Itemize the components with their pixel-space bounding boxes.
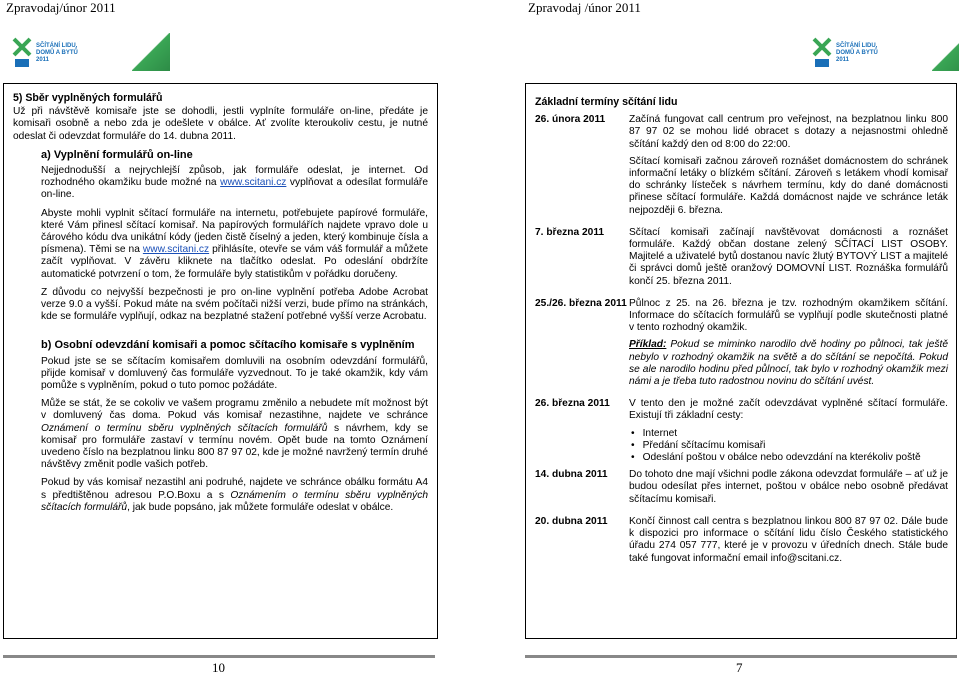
intro-paragraph: Už při návštěvě komisaře jste se dohodli, jestli vyplníte formuláře on-line, předáte je komisaři osobně a nebo zda je odešlete v obálce. Ať zvolíte kteroukoliv cestu, je nutné odeslat či odevzdat formuláře do 14. dubna 2011. (13, 106, 428, 142)
census-logo-icon (810, 35, 834, 69)
page-number-left: 10 (212, 660, 225, 673)
logo-green-triangle (132, 33, 170, 71)
terms-title: Základní termíny sčítání lidu (535, 96, 678, 108)
census-logo-icon (10, 35, 34, 69)
logo-green-triangle (932, 33, 959, 71)
list-item: • Předání sčítacímu komisaři (643, 440, 948, 452)
scitani-link[interactable]: www.scitani.cz (142, 244, 210, 256)
subheading-a: a) Vyplnění formulářů on-line (41, 148, 193, 161)
term-row: 26. března 2011 V tento den je možné začít odevzdávat vyplněné sčítací formuláře. Existují tři základní cesty: • Internet • Předání sčítacímu komisaři • Odeslání poštou v obálce nebo odevzdání na kterékoliv poště (535, 398, 948, 464)
paragraph-a2: Abyste mohli vyplnit sčítací formuláře na internetu, potřebujete papírové formuláře, které Vám přinesl sčítací komisař. Na papírových formulářích najdete vpravo dole u čárového kódu dva unikátní kódy (jeden čistě číselný a jeden, který kombinuje čísla a písmena). Těmi se na www.scitani.cz přihlásíte, otevře se vám váš formulář a můžete začít vyplňovat. V závěru kliknete na tlačítko odeslat. Po odeslání obdržíte automatické potvrzení o tom, že formuláře byly statistikům v pořádku doručeny. (41, 207, 428, 280)
paragraph-b3: Pokud by vás komisař nezastihl ani podruhé, najdete ve schránce obálku formátu A4 s předtištěnou adresou P.O.Boxu a s Oznámením o termínu sběru vyplněných sčítacích formulářů, jak bude popsáno, jak můžete formuláře odeslat v obálce. (41, 477, 428, 513)
paragraph-b1: Pokud jste se se sčítacím komisařem domluvili na osobním odevzdání formulářů, přijde komisař v domluvený čas formuláře vyzvednout. To je také okamžik, kdy vám pomůže s vyplněním, pokud o tuto pomoc požádáte. (41, 355, 428, 392)
paragraph-a1: Nejjednodušší a nejrychlejší způsob, jak formuláře odeslat, je internet. Od rozhodného okamžiku bude možné na www.scitani.cz vyplňovat a odesílat formuláře on-line. (41, 165, 428, 201)
example-box: Příklad: Pokud se miminko narodilo dvě hodiny po půlnoci, tak ještě nebylo v rozhodný okamžik na světě a do sčítání se nepočítá. Pokud se ale narodilo hodinu před půlnocí, tak bylo v rozhodný okamžik mezi námi a je třeba tuto radostnou novinu do sčítání uvést. (629, 339, 948, 388)
header-right: Zpravodaj /únor 2011 (528, 0, 641, 15)
subheading-b: b) Osobní odevzdání komisaři a pomoc sčítacího komisaře s vyplněním (41, 339, 415, 352)
list-item: • Internet (643, 428, 948, 440)
left-page (3, 83, 438, 639)
footer-rule-right (525, 655, 957, 658)
term-row: 25./26. března 2011 Půlnoc z 25. na 26. března je tzv. rozhodným okamžikem sčítání. Informace do sčítacích formulářů se vyplňují podle skutečnosti platné v tento rozhodný okamžik. Příklad: Pokud se miminko narodilo dvě hodiny po půlnoci, tak ještě nebylo v rozhodný okamžik na světě a do sčítání se nepočítá. Pokud se ale narodilo hodinu před půlnocí, tak bylo v rozhodný okamžik mezi námi a je třeba tuto radostnou novinu do sčítání uvést. (535, 297, 948, 388)
term-row: 7. března 2011 Sčítací komisaři začínají navštěvovat domácnosti a roznášet formuláře. Každý občan dostane zelený SČÍTACÍ LIST OSOBY. Majitelé a uživatelé bytů dostanou navíc žlutý BYTOVÝ LIST a majitelé či správci domů ještě oranžový DOMOVNÍ LIST. Roznáška formulářů končí 25. března 2011. (535, 226, 948, 287)
census-logo-left: SČÍTÁNÍ LIDU, DOMŮ A BYTŮ 2011 (10, 33, 170, 73)
paragraph-b2: Může se stát, že se cokoliv ve vašem programu změnilo a nebudete mít možnost být v domluvený čas doma. Pokud vás komisař nezastihne, najdete ve schránce Oznámení o termínu sběru vyplněných sčítacích formulářů s návrhem, kdy se komisař pro formuláře zastaví v termínu novém. Opět bude na tomto Oznámení uvedeno číslo na bezplatnou linku 800 87 97 02, kde je možné navržený termín druhé návštěvy změnit podle vašich potřeb. (41, 398, 428, 471)
census-logo-right: SČÍTÁNÍ LIDU, DOMŮ A BYTŮ 2011 (810, 33, 959, 73)
right-page (525, 83, 957, 639)
list-item: • Odeslání poštou v obálce nebo odevzdání na kterékoliv poště (643, 452, 948, 464)
submission-methods-list (629, 428, 948, 465)
section-heading: 5) Sběr vyplněných formulářů (13, 92, 163, 104)
scitani-link[interactable]: www.scitani.cz (220, 177, 287, 189)
paragraph-a3: Z důvodu co nejvyšší bezpečnosti je pro on-line vyplnění potřeba Adobe Acrobat verze 9.0 a vyšší. Pokud máte na svém počítači nižší verzi, bude přímo na stránkách, kde se formuláře vyplňují, odkaz na bezplatné stažení potřebné vyšší verze Acrobatu. (41, 286, 428, 323)
footer-rule-left (3, 655, 435, 658)
term-row: 14. dubna 2011 Do tohoto dne mají všichni podle zákona odevzdat formuláře – ať už je budou odesílat přes internet, poštou v obálce nebo osobně předávat sčítacímu komisaři. (535, 469, 948, 505)
header-left: Zpravodaj/únor 2011 (6, 0, 116, 15)
term-row: 26. února 2011 Začíná fungovat call centrum pro veřejnost, na bezplatnou linku 800 87 97 02 se mohou lidé obracet s dotazy a nejasnostmi ohledně sčítání každý den od 8:00 do 22:00. Sčítací komisaři začnou zároveň roznášet domácnostem do schránek informační letáky o blízkém sčítání. Zároveň s letákem vhodí komisař do schránky lísteček s návrhem termínu, kdy do dané domácnosti přinese sčítací formuláře. Každá domácnost najde ve schránce leták nejpozději 6. března. (535, 114, 948, 216)
page-number-right: 7 (736, 660, 743, 673)
term-row: 20. dubna 2011 Končí činnost call centra s bezplatnou linkou 800 87 97 02. Dále bude k dispozici pro informace o sčítání lidu číslo Českého statistického úřadu 274 057 777, které je v provozu v úředních dnech. Stále bude také fungovat informační email info@scitani.cz. (535, 515, 948, 564)
